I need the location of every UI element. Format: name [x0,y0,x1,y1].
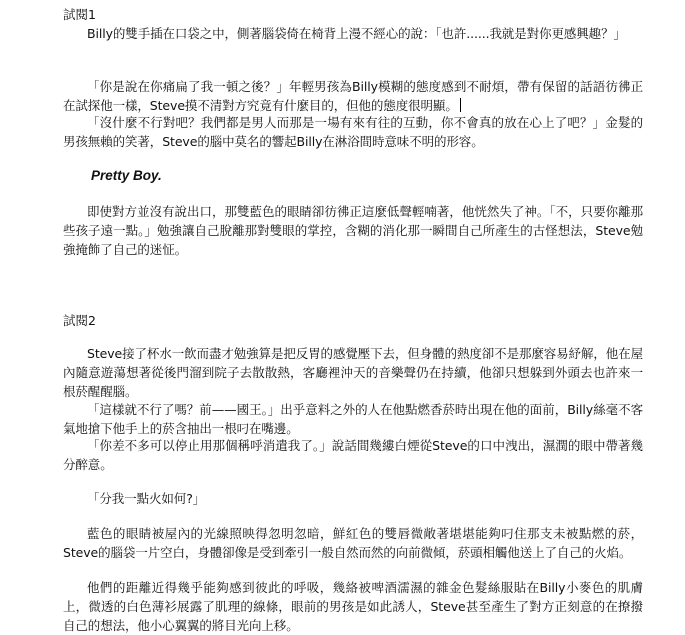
section-1-heading: 試閱1 [63,7,96,22]
paragraph: 藍色的眼睛被屋內的光線照映得忽明忽暗，鮮紅色的雙唇微敞著堪堪能夠叼住那支未被點燃的菸，Steve的腦袋一片空白，身體卻像是受到牽引一般自然而然的向前微傾，菸頭相觸他送上了自己的火焰。 [63,526,643,560]
paragraph: Billy的雙手插在口袋之中，側著腦袋倚在椅背上漫不經心的說：「也許......我就是對你更感興趣？」 [87,26,626,41]
paragraph: 「你差不多可以停止用那個稱呼消遣我了。」說話間幾縷白煙從Steve的口中洩出，濕潤的眼中帶著幾分醉意。 [63,438,643,472]
paragraph: 「分我一點火如何?」 [87,491,206,506]
paragraph: 「沒什麼不行對吧？我們都是男人而那是一場有來有往的互動，你不會真的放在心上了吧？」金髮的男孩無賴的笑著，Steve的腦中莫名的響起Billy在淋浴間時意味不明的形容。 [63,115,643,149]
section-2-heading: 試閱2 [63,313,96,328]
text-cursor [460,98,461,112]
paragraph [63,77,643,115]
paragraph: 「這樣就不行了嗎？前——國王。」出乎意料之外的人在他點燃香菸時出現在他的面前，Billy絲毫不客氣地搶下他手上的菸含抽出一根叼在嘴邊。 [63,402,643,436]
emphasis-line: Pretty Boy. [91,168,162,183]
paragraph-text: 「你是說在你痛扁了我一頓之後？」年輕男孩為Billy模糊的態度感到不耐煩，帶有保留的話語彷彿正在試探他一樣，Steve摸不清對方究竟有什麼目的，但他的態度很明顯。 [63,79,643,113]
paragraph: Steve接了杯水一飲而盡才勉強算是把反胃的感覺壓下去，但身體的熱度卻不是那麼容易紓解，他在屋內隨意遊蕩想著從後門溜到院子去散散熱，客廳裡沖天的音樂聲仍在持續，他卻只想躲到外頭去也許來一根菸醒醒腦。 [63,346,643,399]
paragraph: 他們的距離近得幾乎能夠感到彼此的呼吸，幾絡被啤酒濡濕的雜金色髮絲服貼在Billy小麥色的肌膚上，微透的白色薄衫展露了肌理的線條，眼前的男孩是如此誘人，Steve甚至產生了對方正刻意的在撩撥自己的想法，他小心翼翼的將目光向上移。 [63,580,643,633]
paragraph: 即使對方並沒有說出口，那雙藍色的眼睛卻彷彿正這麼低聲輕喃著，他恍然失了神。「不，只要你離那些孩子遠一點。」勉強讓自己脫離那對雙眼的掌控，含糊的消化那一瞬間自己所產生的古怪想法，Steve勉強掩飾了自己的迷怔。 [63,204,643,257]
